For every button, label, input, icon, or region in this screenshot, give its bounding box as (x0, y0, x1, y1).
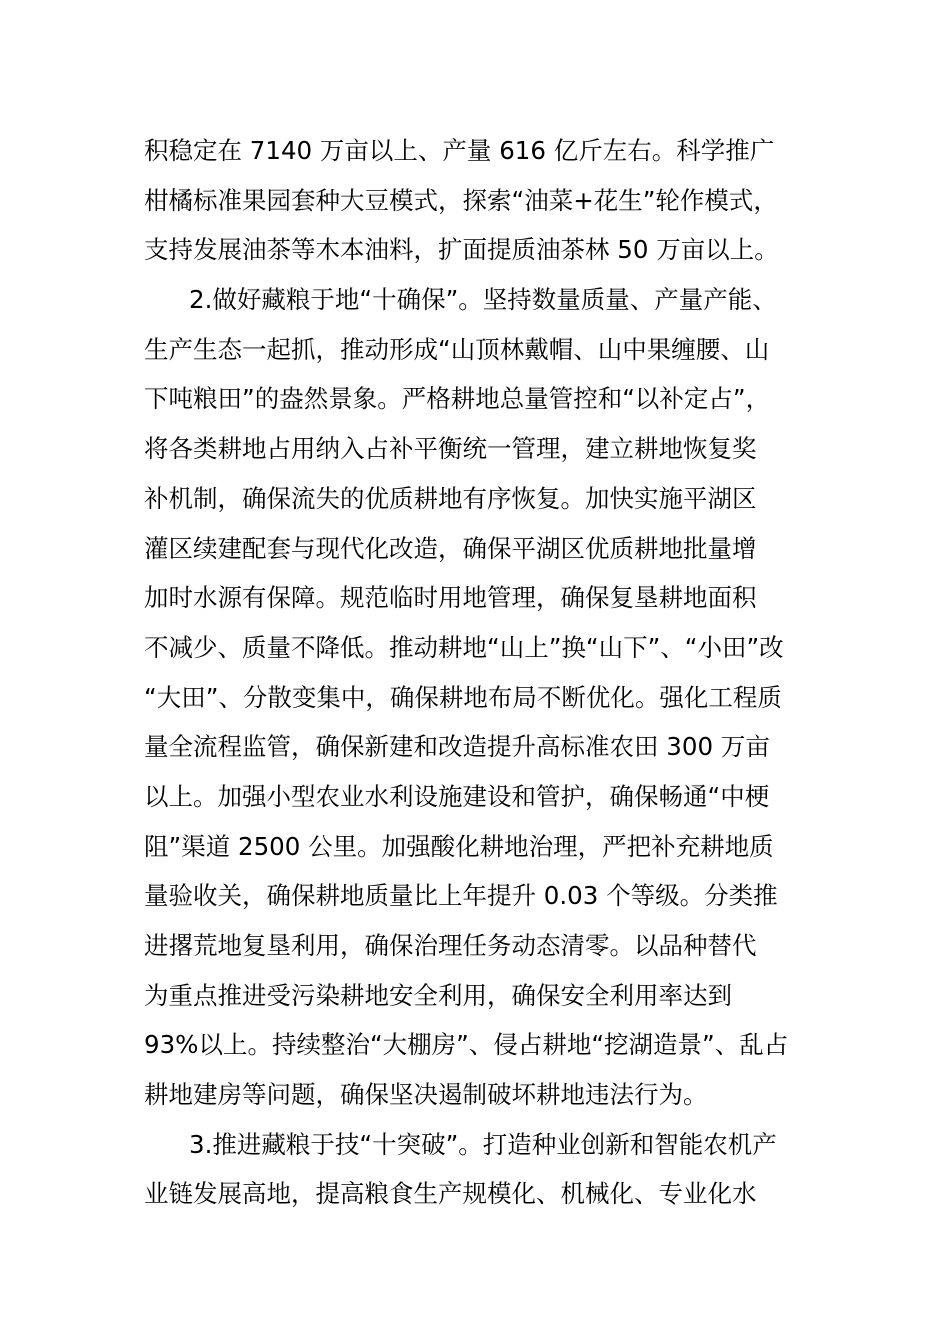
paragraph-start-line: 3.推进藏粮于技“十突破”。打造种业创新和智能农机产 (189, 1129, 777, 1159)
text-line: 下吨粮田”的盎然景象。严格耕地总量管控和“以补定占”， (144, 384, 771, 414)
text-line: “大田”、分散变集中，确保耕地布局不断优化。强化工程质 (144, 682, 782, 712)
text-line: 灌区续建配套与现代化改造，确保平湖区优质耕地批量增 (144, 533, 757, 563)
text-line: 积稳定在 7140 万亩以上、产量 616 亿斤左右。科学推广 (144, 136, 775, 165)
text-line: 阻”渠道 2500 公里。加强酸化耕地治理，严把补充耕地质 (144, 831, 774, 861)
text-line: 将各类耕地占用纳入占补平衡统一管理，建立耕地恢复奖 (144, 434, 757, 464)
text-line: 量验收关，确保耕地质量比上年提升 0.03 个等级。分类推 (144, 881, 778, 911)
body-text (144, 126, 814, 1219)
text-line: 加时水源有保障。规范临时用地管理，确保复垦耕地面积 (144, 583, 757, 613)
text-line: 量全流程监管，确保新建和改造提升高标准农田 300 万亩 (144, 732, 770, 762)
text-line: 耕地建房等问题，确保坚决遏制破坏耕地违法行为。 (144, 1080, 708, 1110)
text-line: 以上。加强小型农业水利设施建设和管护，确保畅通“中梗 (144, 781, 770, 811)
text-line: 柑橘标准果园套种大豆模式，探索“油菜+花生”轮作模式， (144, 185, 778, 215)
text-line: 补机制，确保流失的优质耕地有序恢复。加快实施平湖区 (144, 483, 757, 513)
text-line: 业链发展高地，提高粮食生产规模化、机械化、专业化水 (144, 1179, 757, 1209)
text-line: 支持发展油茶等木本油料，扩面提质油茶林 50 万亩以上。 (144, 235, 779, 265)
text-line: 不减少、质量不降低。推动耕地“山上”换“山下”、“小田”改 (144, 632, 784, 662)
text-line: 为重点推进受污染耕地安全利用，确保安全利用率达到 (144, 980, 732, 1010)
text-line: 生产生态一起抓，推动形成“山顶林戴帽、山中果缠腰、山 (144, 334, 770, 364)
text-line: 进撂荒地复垦利用，确保治理任务动态清零。以品种替代 (144, 931, 757, 960)
text-line: 93%以上。持续整治“大棚房”、侵占耕地“挖湖造景”、乱占 (144, 1030, 789, 1060)
paragraph-start-line: 2.做好藏粮于地“十确保”。坚持数量质量、产量产能、 (189, 285, 777, 315)
